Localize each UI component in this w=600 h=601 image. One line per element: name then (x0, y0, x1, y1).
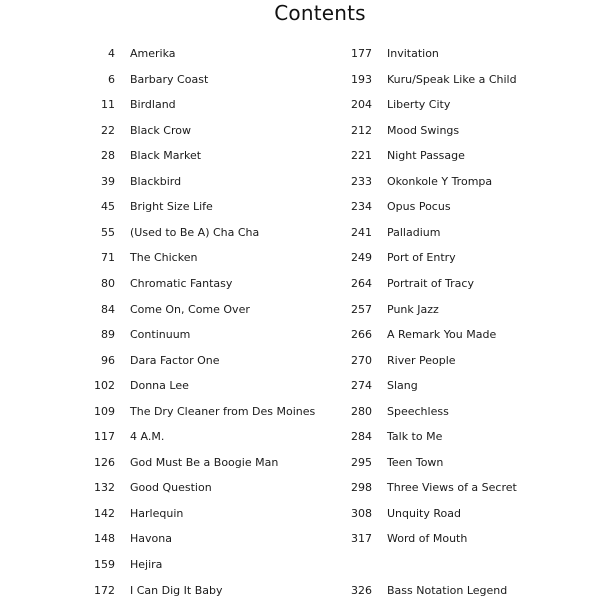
toc-page-number: 89 (101, 328, 115, 342)
toc-page-number: 264 (351, 276, 372, 290)
toc-entry-title: Come On, Come Over (130, 302, 250, 316)
toc-page-number: 284 (351, 430, 372, 444)
toc-entry-title: Portrait of Tracy (387, 276, 474, 290)
toc-page-number: 172 (94, 583, 115, 597)
toc-page-number: 96 (101, 353, 115, 367)
toc-entry-title: Port of Entry (387, 251, 456, 265)
toc-entry-title: Good Question (130, 481, 212, 495)
toc-entry-title: Barbary Coast (130, 72, 209, 86)
toc-entry-title: God Must Be a Boogie Man (130, 455, 279, 469)
toc-page-number: 308 (351, 506, 372, 520)
toc-entry-title: Hejira (130, 558, 163, 571)
toc-page-number: 212 (351, 123, 372, 137)
toc-page-number: 298 (351, 481, 372, 495)
toc-page-number: 28 (101, 149, 115, 163)
toc-entry-title: Speechless (387, 404, 449, 418)
toc-entry-title: A Remark You Made (387, 328, 497, 342)
toc-page-number: 159 (94, 558, 115, 571)
toc-entry-title: Dara Factor One (130, 353, 220, 367)
toc-entry-title: (Used to Be A) Cha Cha (130, 225, 260, 239)
toc-entry-title: Three Views of a Secret (387, 481, 517, 495)
toc-page-number: 132 (94, 481, 115, 495)
toc-page-number: 295 (351, 455, 372, 469)
toc-page-number: 193 (351, 72, 372, 86)
toc-page-number: 55 (101, 225, 115, 239)
toc-page-number: 39 (101, 174, 115, 188)
toc-entry-title: Harlequin (130, 506, 184, 520)
toc-page-number: 280 (351, 404, 372, 418)
toc-entry-title: Invitation (387, 47, 439, 60)
toc-entry-title: Liberty City (387, 98, 451, 112)
toc-page-number: 80 (101, 276, 115, 290)
toc-entry-title: Black Market (130, 149, 202, 163)
toc-entry-title: Punk Jazz (387, 302, 439, 316)
toc-entry-title: Word of Mouth (387, 532, 468, 546)
toc-page-number: 266 (351, 328, 372, 342)
toc-page-number: 4 (108, 47, 115, 60)
toc-entry-title: The Dry Cleaner from Des Moines (130, 404, 316, 418)
toc-page-number: 126 (94, 455, 115, 469)
toc-entry-title: Bass Notation Legend (387, 583, 508, 597)
toc-entry-title: Opus Pocus (387, 200, 451, 214)
toc-entry-title: The Chicken (130, 251, 198, 265)
toc-entry-title: Havona (130, 532, 172, 546)
toc-page-number: 317 (351, 532, 372, 546)
toc-entry-title: Amerika (130, 47, 176, 60)
toc-entry-title: Talk to Me (387, 430, 443, 444)
toc-page-number: 249 (351, 251, 372, 265)
toc-entry-title: 4 A.M. (130, 430, 165, 444)
toc-page-number: 109 (94, 404, 115, 418)
toc-entry-title: Bright Size Life (130, 200, 213, 214)
toc-entry-title: Chromatic Fantasy (130, 276, 233, 290)
toc-page-number: 22 (101, 123, 115, 137)
toc-entry-title: Unquity Road (387, 506, 461, 520)
toc-page-number: 71 (101, 251, 115, 265)
toc-page-number: 148 (94, 532, 115, 546)
toc-page-number: 270 (351, 353, 372, 367)
toc-entry-title: Slang (387, 379, 418, 393)
toc-entry-title: Palladium (387, 225, 441, 239)
toc-entry-title: Birdland (130, 98, 176, 112)
toc-entry-title: Donna Lee (130, 379, 189, 393)
toc-page-number: 204 (351, 98, 372, 112)
toc-page-number: 102 (94, 379, 115, 393)
toc-page-number: 221 (351, 149, 372, 163)
toc-page-number: 274 (351, 379, 372, 393)
toc-page-number: 117 (94, 430, 115, 444)
toc-page-number: 326 (351, 583, 372, 597)
page-title: Contents (274, 1, 366, 25)
toc-entry-title: Mood Swings (387, 123, 460, 137)
toc-page-number: 142 (94, 506, 115, 520)
toc-entry-title: Night Passage (387, 149, 465, 163)
toc-page-number: 177 (351, 47, 372, 60)
toc-page-number: 84 (101, 302, 115, 316)
toc-entry-title: River People (387, 353, 456, 367)
toc-page-number: 257 (351, 302, 372, 316)
toc-entry-title: Teen Town (387, 455, 444, 469)
toc-entry-title: I Can Dig It Baby (130, 583, 223, 597)
toc-page-number: 241 (351, 225, 372, 239)
toc-entry-title: Blackbird (130, 174, 182, 188)
toc-entry-title: Kuru/Speak Like a Child (387, 72, 517, 86)
toc-page-number: 11 (101, 98, 115, 112)
toc-entry-title: Continuum (130, 328, 191, 342)
toc-entry-title: Black Crow (130, 123, 191, 137)
toc-page-number: 234 (351, 200, 372, 214)
toc-entry-title: Okonkole Y Trompa (387, 174, 493, 188)
toc-page-number: 6 (108, 72, 115, 86)
toc-page-number: 233 (351, 174, 372, 188)
toc-page-number: 45 (101, 200, 115, 214)
